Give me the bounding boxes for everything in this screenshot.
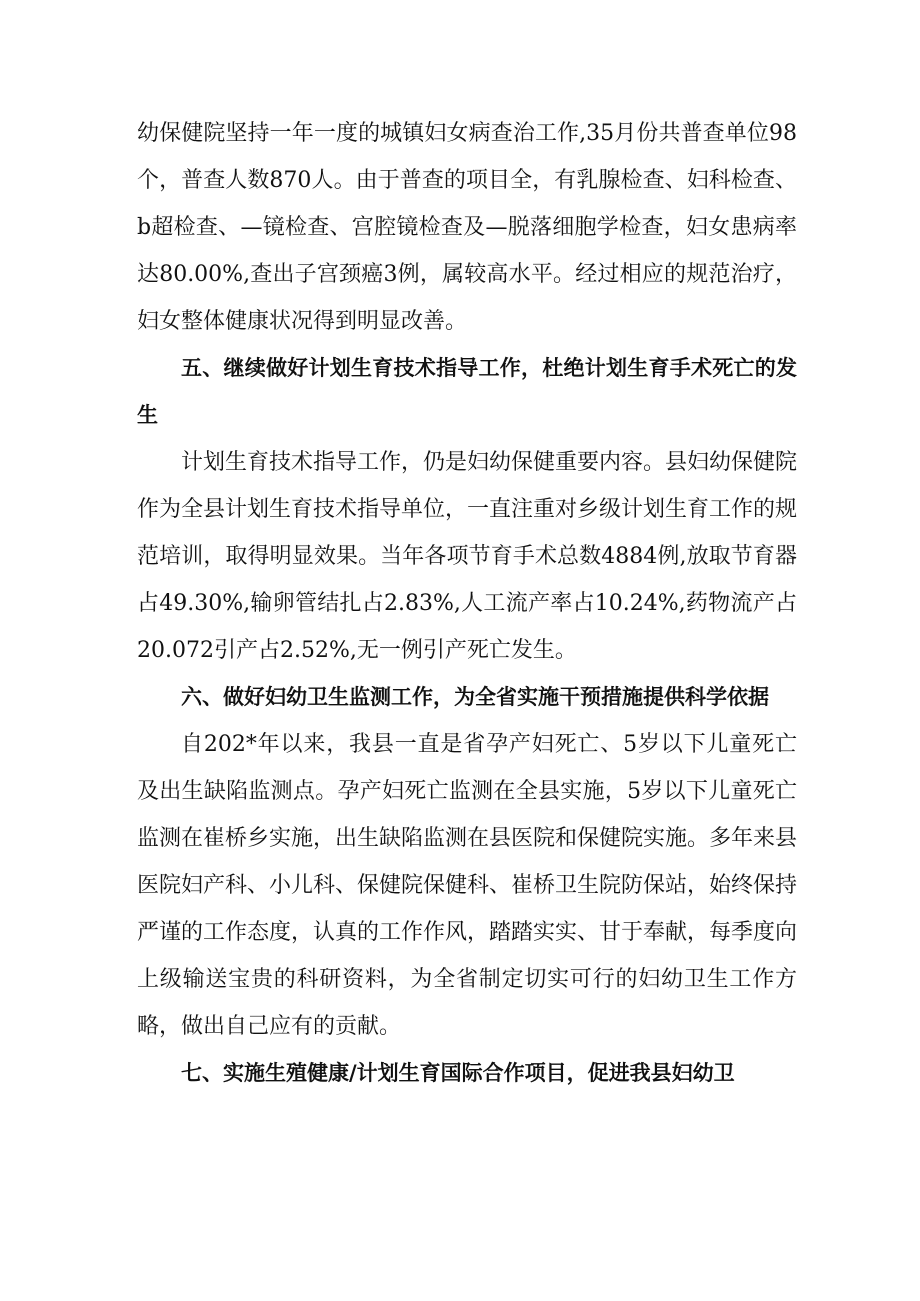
paragraph-family-planning-guidance: 计划生育技术指导工作，仍是妇幼保健重要内容。县妇幼保健院作为全县计划生育技术指导单位，一直注重对乡级计划生育工作的规范培训，取得明显效果。当年各项节育手术总数4884例,放取节育器占49.30%,输卵管结扎占2.83%,人工流产率占10.24%,药物流产占20.072引产占2.52%,无一例引产死亡发生。 [137, 450, 798, 663]
heading-section-5: 五、继续做好计划生育技术指导工作，杜绝计划生育手术死亡的发生 [137, 356, 797, 427]
paragraph-health-monitoring: 自202*年以来，我县一直是省孕产妇死亡、5岁以下儿童死亡及出生缺陷监测点。孕产妇死亡监测在全县实施，5岁以下儿童死亡监测在崔桥乡实施，出生缺陷监测在县医院和保健院实施。多年来县医院妇产科、小儿科、保健院保健科、崔桥卫生院防保站，始终保持严谨的工作态度，认真的工作作风，踏踏实实、甘于奉献，每季度向上级输送宝贵的科研资料，为全省制定切实可行的妇幼卫生工作方略，做出自己应有的贡献。 [137, 732, 798, 1039]
heading-section-6: 六、做好妇幼卫生监测工作，为全省实施干预措施提供科学依据 [181, 685, 769, 709]
heading-section-7: 七、实施生殖健康/计划生育国际合作项目，促进我县妇幼卫 [181, 1061, 735, 1085]
document-body [137, 110, 797, 1097]
paragraph-womens-disease-screening: 幼保健院坚持一年一度的城镇妇女病查治工作,35月份共普查单位98个，普查人数870人。由于普查的项目全，有乳腺检查、妇科检查、b超检查、—镜检查、宫腔镜检查及—脱落细胞学检查，妇女患病率达80.00%,查出子宫颈癌3例，属较高水平。经过相应的规范治疗，妇女整体健康状况得到明显改善。 [137, 121, 797, 334]
